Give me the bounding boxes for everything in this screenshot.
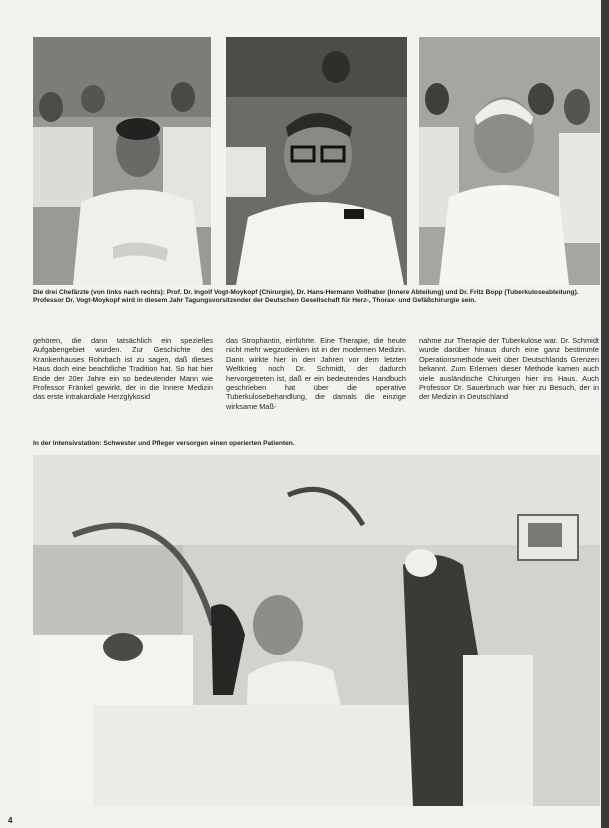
text-column-1: gehören, die dann tatsächlich ein spezielles Aufgabengebiet wurden. Zur Geschichte des Krankenhauses Rohrbach ist zu sagen, daß dieses Haus doch eine beachtliche Tradition hat. So hat hier Ende der 20er Jahre ein so bedeutender Mann wie Professor Fränkel gewirkt, der in die Innere Medizin das erste intrakardiale Herzglykosid <box>33 336 213 402</box>
text-column-3: nahme zur Therapie der Tuberkulose war. Dr. Schmidt wurde darüber hinaus durch eine ganz bestimmte Operationsmethode weit über Deutschlands Grenzen bekannt. Zum Erlernen dieser Methode kamen auch viele ausländische Chirurgen hier ins Haus. Auch Professor Dr. Sauerbruch war hier zu Besuch, der in der Medizin in Deutschland <box>419 336 599 402</box>
photo-caption-ward: In der Intensivstation: Schwester und Pfleger versorgen einen operierten Patienten. <box>33 440 295 447</box>
photo-caption-top: Die drei Chefärzte (von links nach rechts): Prof. Dr. Ingolf Vogt-Moykopf (Chirurgie), Dr. Hans-Hermann Vollhaber (Innere Abteilung) und Dr. Fritz Bopp (Tuberkuloseabteilung). Professor Dr. Vogt-Moykopf wird in diesem Jahr Tagungsvorsitzender der Deutschen Gesellschaft für Herz-, Thorax- und Gefäßchirurgie sein. <box>33 289 579 304</box>
photo-doctor-left <box>33 37 211 285</box>
photo-doctor-middle <box>226 37 407 285</box>
text-column-2: das Strophantin, einführte. Eine Therapie, die heute nicht mehr wegzudenken ist in der modernen Medizin. Dann wirkte hier in den Jahren vor dem letzten Weltkrieg noch Dr. Schmidt, der dadurch hervorgetreten ist, daß er ein bedeutendes Handbuch geschrieben hat über die operative Tuberkulosebehandlung, die damals die einzige wirksame Maß- <box>226 336 406 411</box>
photo-doctor-right <box>419 37 600 285</box>
photo-intensive-care-ward <box>33 455 600 806</box>
page-binding-edge <box>601 0 609 828</box>
page-number: 4 <box>8 816 13 825</box>
